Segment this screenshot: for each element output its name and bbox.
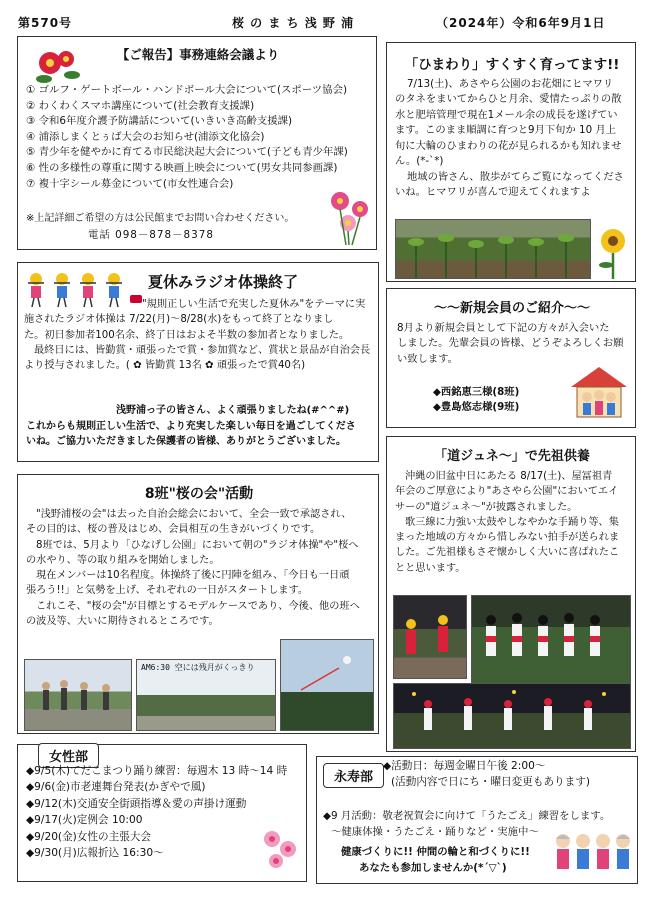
womens-item: ◆9/6(金)市老連舞台発表(かぎやで風) [26, 781, 206, 794]
pink-flowers-icon [258, 825, 302, 879]
sakura-section [17, 474, 379, 734]
elders-slogan: 健康づくりに!! 仲間の輪と和づくりに!! [341, 846, 530, 858]
eisa-performers-photo [471, 595, 631, 685]
womens-item: ◆9/17(火)定例会 10:00 [26, 814, 143, 827]
womens-section [17, 744, 307, 882]
report-item: ① ゴルフ・ゲートボール・ハンドボール大会について(スポーツ協会) [26, 84, 348, 96]
himawari-line: 水と肥培管理で現在1メール余の成長を遂げてい [395, 108, 618, 121]
eisa-night-photo [393, 683, 631, 749]
sakura-line: "浅野浦桜の会"は去った自治会総会において、全会一致で承認され、 [36, 509, 352, 520]
members-line: 8月より新規会員として下記の方々が入会いた [397, 322, 610, 334]
report-note: ※上記詳細ご希望の方は公民館までお問い合わせください。 [26, 213, 295, 224]
issue-number: 第570号 [18, 16, 73, 30]
report-item: ⑤ 青少年を健やかに育てる市民総決起大会について(子ども青少年課) [26, 146, 348, 159]
cosmos-flowers-icon [326, 187, 374, 247]
elders-slogan: あなたも参加しませんか(*´▽`) [359, 861, 507, 874]
radio-message: これからも規則正しい生活で、より充実した楽しい毎日を過ごしてくださ [26, 420, 356, 432]
sakura-line: 8班では、5月より「ひなげし公園」において朝の"ラジオ体操"や"桜へ [36, 539, 359, 551]
eisa-title: 「道ジュネ～」で先祖供養 [434, 449, 590, 464]
womens-item: ◆9/5(木)てだこまつり踊り練習：毎週木 13 時～14 時 [26, 765, 288, 777]
report-title: 【ご報告】事務連絡会議より [116, 47, 280, 62]
report-section [17, 36, 377, 250]
sunflower-seedlings-photo [395, 219, 591, 279]
eisa-line: 年会のご厚意により"あさやら公園"においてエイ [395, 486, 619, 498]
report-phone: 電話 098－878－8378 [88, 229, 214, 241]
radio-message: 浅野浦っ子の皆さん、よく頑張りましたね(#^^#) [116, 405, 350, 416]
member-entry: ◆豊島悠志様(9班) [433, 401, 520, 414]
eisa-line: まった地域の方々から惜しみない拍手が送られま [395, 532, 620, 544]
report-item: ③ 令和6年度介護予防講話について(いきいき高齢支援課) [26, 115, 293, 128]
eisa-line: サーの"道ジュネ～"が披露されました。 [395, 501, 578, 513]
members-title: ～～新規会員のご紹介～～ [433, 301, 590, 316]
new-members-section [386, 288, 636, 428]
elders-section [316, 756, 638, 884]
house-family-icon [567, 361, 631, 421]
himawari-title: 「ひまわり」すくすく育ってます!! [404, 57, 620, 73]
sakura-title: 8班"桜の会"活動 [144, 486, 254, 502]
members-line: しました。先輩会員の皆様、どうぞよろしくお願 [397, 337, 624, 350]
eisa-line: した。ご先祖様もさぞ懐かしく大いに喜ばれたこ [395, 547, 620, 559]
elders-schedule: ◆活動日：毎週金曜日午後 2:00～ [383, 760, 546, 772]
report-item: ② わくわくスマホ講座について(社会教育支援課) [26, 99, 255, 112]
womens-item: ◆9/30(月)広報折込 16:30～ [26, 847, 164, 860]
eisa-line: 歌三線に力強い太鼓やしなやかな手踊り等、集 [405, 516, 619, 528]
womens-item: ◆9/12(木)交通安全街頭指導＆愛の声掛け運動 [26, 797, 247, 810]
radio-line: "規則正しい生活で充実した夏休み"をテーマに実 [142, 299, 366, 310]
himawari-section [386, 42, 636, 282]
sakura-line: これこそ、"桜の会"が目標とするモデルケースであり、今後、他の班へ [36, 600, 360, 612]
elders-sept-activity: ～健康体操・うたごえ・踊りなど・実施中～ [331, 825, 539, 838]
himawari-line: ます。このまま順調に育つと9月下旬か 10 月上 [395, 124, 617, 137]
elders-schedule: (活動内容で日にち・曜日変更もあります) [391, 775, 590, 788]
himawari-line: のタネをまいてからひと月余、愛情たっぷりの散 [395, 93, 622, 106]
himawari-line: 旬に大輪のひまわりの花が見られるかも知れませ [395, 139, 622, 152]
report-item: ⑥ 性の多様性の尊重に関する映画上映会について(男女共同参画課) [26, 162, 338, 175]
moon-sky-photo [280, 639, 374, 731]
park-morning-photo [136, 659, 276, 731]
eisa-section [386, 436, 636, 752]
report-item: ④ 浦添しまくとぅば大会のお知らせ(浦添文化協会) [26, 130, 265, 143]
sakura-line: 現在メンバーは10名程度。体操終了後に円陣を組み、「今日も一日頑 [36, 570, 350, 582]
report-item: ⑦ 複十字シール募金について(市女性連合会) [26, 177, 234, 190]
radio-line: 施されたラジオ体操は 7/22(月)～8/28(水)をもって終了となりまし [24, 314, 334, 326]
eisa-line: とと思います。 [395, 562, 466, 574]
sakura-line: の水やり、等の取り組みを開始しました。 [26, 554, 220, 566]
sakura-line: の波及等、大いに期待されるところです。 [26, 616, 219, 628]
radio-line: 最終日には、皆勤賞・頑張ったで賞・参加賞など、賞状と景品が自治会長 [34, 344, 371, 356]
radio-title: 夏休みラジオ体操終了 [148, 273, 299, 291]
womens-label: 女性部 [38, 743, 99, 768]
radio-exercise-section [17, 262, 379, 462]
radio-line: た。初日参加者100名余、終了日はおよそ半数の参加者となりました。 [24, 329, 350, 341]
newsletter-name: 桜 の ま ち 浅 野 浦 [232, 16, 355, 30]
eisa-dancers-photo-left [393, 595, 467, 679]
radio-message: いね。ご協力いただきました保護者の皆様、ありがとうございました。 [26, 436, 346, 447]
elderly-group-icon [551, 829, 635, 879]
photo-caption: AM6:30 空には残月がくっきり [141, 663, 255, 672]
sunflower-icon [595, 227, 631, 279]
member-entry: ◆西銘恵三様(8班) [433, 386, 520, 398]
sakura-line: 張ろう!!」と気勢を上げ、それぞれの一日がスタートします。 [26, 585, 309, 597]
radio-line: より授与されました。( ✿ 皆勤賞 13名 ✿ 頑張ったで賞40名) [24, 360, 306, 372]
himawari-line: いね。ヒマワリが喜んで迎えてくれますよ [395, 186, 591, 199]
members-line: い致します。 [397, 352, 458, 365]
issue-date: （2024年）令和6年9月1日 [436, 16, 606, 30]
elders-sept-activity: ◆9 月活動：敬老祝賀会に向けて「うたごえ」練習をします。 [323, 810, 611, 822]
himawari-line: 地域の皆さん、散歩がてらご覧になってくださ [407, 170, 624, 183]
himawari-line: ん。(*-`*) [395, 155, 444, 168]
sakura-line: その目的は、桜の普及はじめ、会員相互の生きがいづくりです。 [26, 524, 321, 536]
morning-exercise-photo [24, 659, 132, 731]
himawari-line: 7/13(土)、あさやら公園のお花畑にヒマワリ [407, 78, 614, 90]
womens-item: ◆9/20(金)女性の主張大会 [26, 830, 151, 843]
elders-label: 永寿部 [323, 763, 384, 788]
eisa-line: 沖縄の旧盆中日にあたる 8/17(土)、屋冨祖青 [405, 471, 613, 482]
